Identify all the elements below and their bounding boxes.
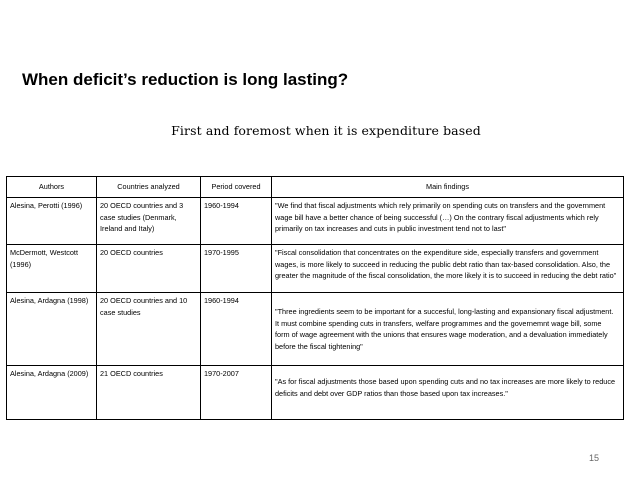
cell-authors: McDermott, Westcott (1996)	[7, 245, 97, 293]
cell-findings: "We find that fiscal adjustments which rely primarily on spending cuts on transfers and the government wage bill have a better chance of being successful (…) On the contrary fiscal adjustments which rely primarily on tax increases and cuts in public investment tend not to last"	[272, 198, 624, 245]
header-period: Period covered	[201, 177, 272, 198]
table-row	[7, 293, 624, 366]
cell-countries: 20 OECD countries and 3 case studies (Denmark, Ireland and Italy)	[97, 198, 201, 245]
cell-period: 1960-1994	[201, 293, 272, 366]
cell-authors: Alesina, Ardagna (2009)	[7, 366, 97, 420]
cell-authors: Alesina, Perotti (1996)	[7, 198, 97, 245]
findings-table	[6, 176, 624, 420]
slide-title: When deficit’s reduction is long lasting?	[22, 70, 349, 89]
cell-authors: Alesina, Ardagna (1998)	[7, 293, 97, 366]
table-header-row	[7, 177, 624, 198]
page-number: 15	[589, 453, 600, 463]
header-authors: Authors	[7, 177, 97, 198]
header-findings: Main findings	[272, 177, 624, 198]
cell-period: 1970-1995	[201, 245, 272, 293]
table-row	[7, 366, 624, 420]
cell-period: 1960-1994	[201, 198, 272, 245]
cell-findings: "Three ingredients seem to be important for a succesful, long-lasting and expansionary fiscal adjustment. It must combine spending cuts in transfers, welfare programmes and the governemnt wage bill, some form of wage agreement with the unions that ensures wage moderation, and a devaluation immediately before the fiscal tightening"	[272, 293, 624, 366]
cell-countries: 21 OECD countries	[97, 366, 201, 420]
cell-countries: 20 OECD countries	[97, 245, 201, 293]
table-row	[7, 198, 624, 245]
header-countries: Countries analyzed	[97, 177, 201, 198]
cell-period: 1970-2007	[201, 366, 272, 420]
cell-findings: "As for fiscal adjustments those based upon spending cuts and no tax increases are more likely to reduce deficits and debt over GDP ratios than those based upon tax increases."	[272, 366, 624, 420]
cell-countries: 20 OECD countries and 10 case studies	[97, 293, 201, 366]
table-row	[7, 245, 624, 293]
cell-findings: "Fiscal consolidation that concentrates on the expenditure side, especially transfers and government wages, is more likely to succeed in reducing the public debt ratio than tax-based consolidation. Also, the greater the magnitude of the fiscal consolidation, the more likely it is to succeed in reducing the debt ratio"	[272, 245, 624, 293]
slide-subtitle: First and foremost when it is expenditure based	[171, 123, 481, 138]
